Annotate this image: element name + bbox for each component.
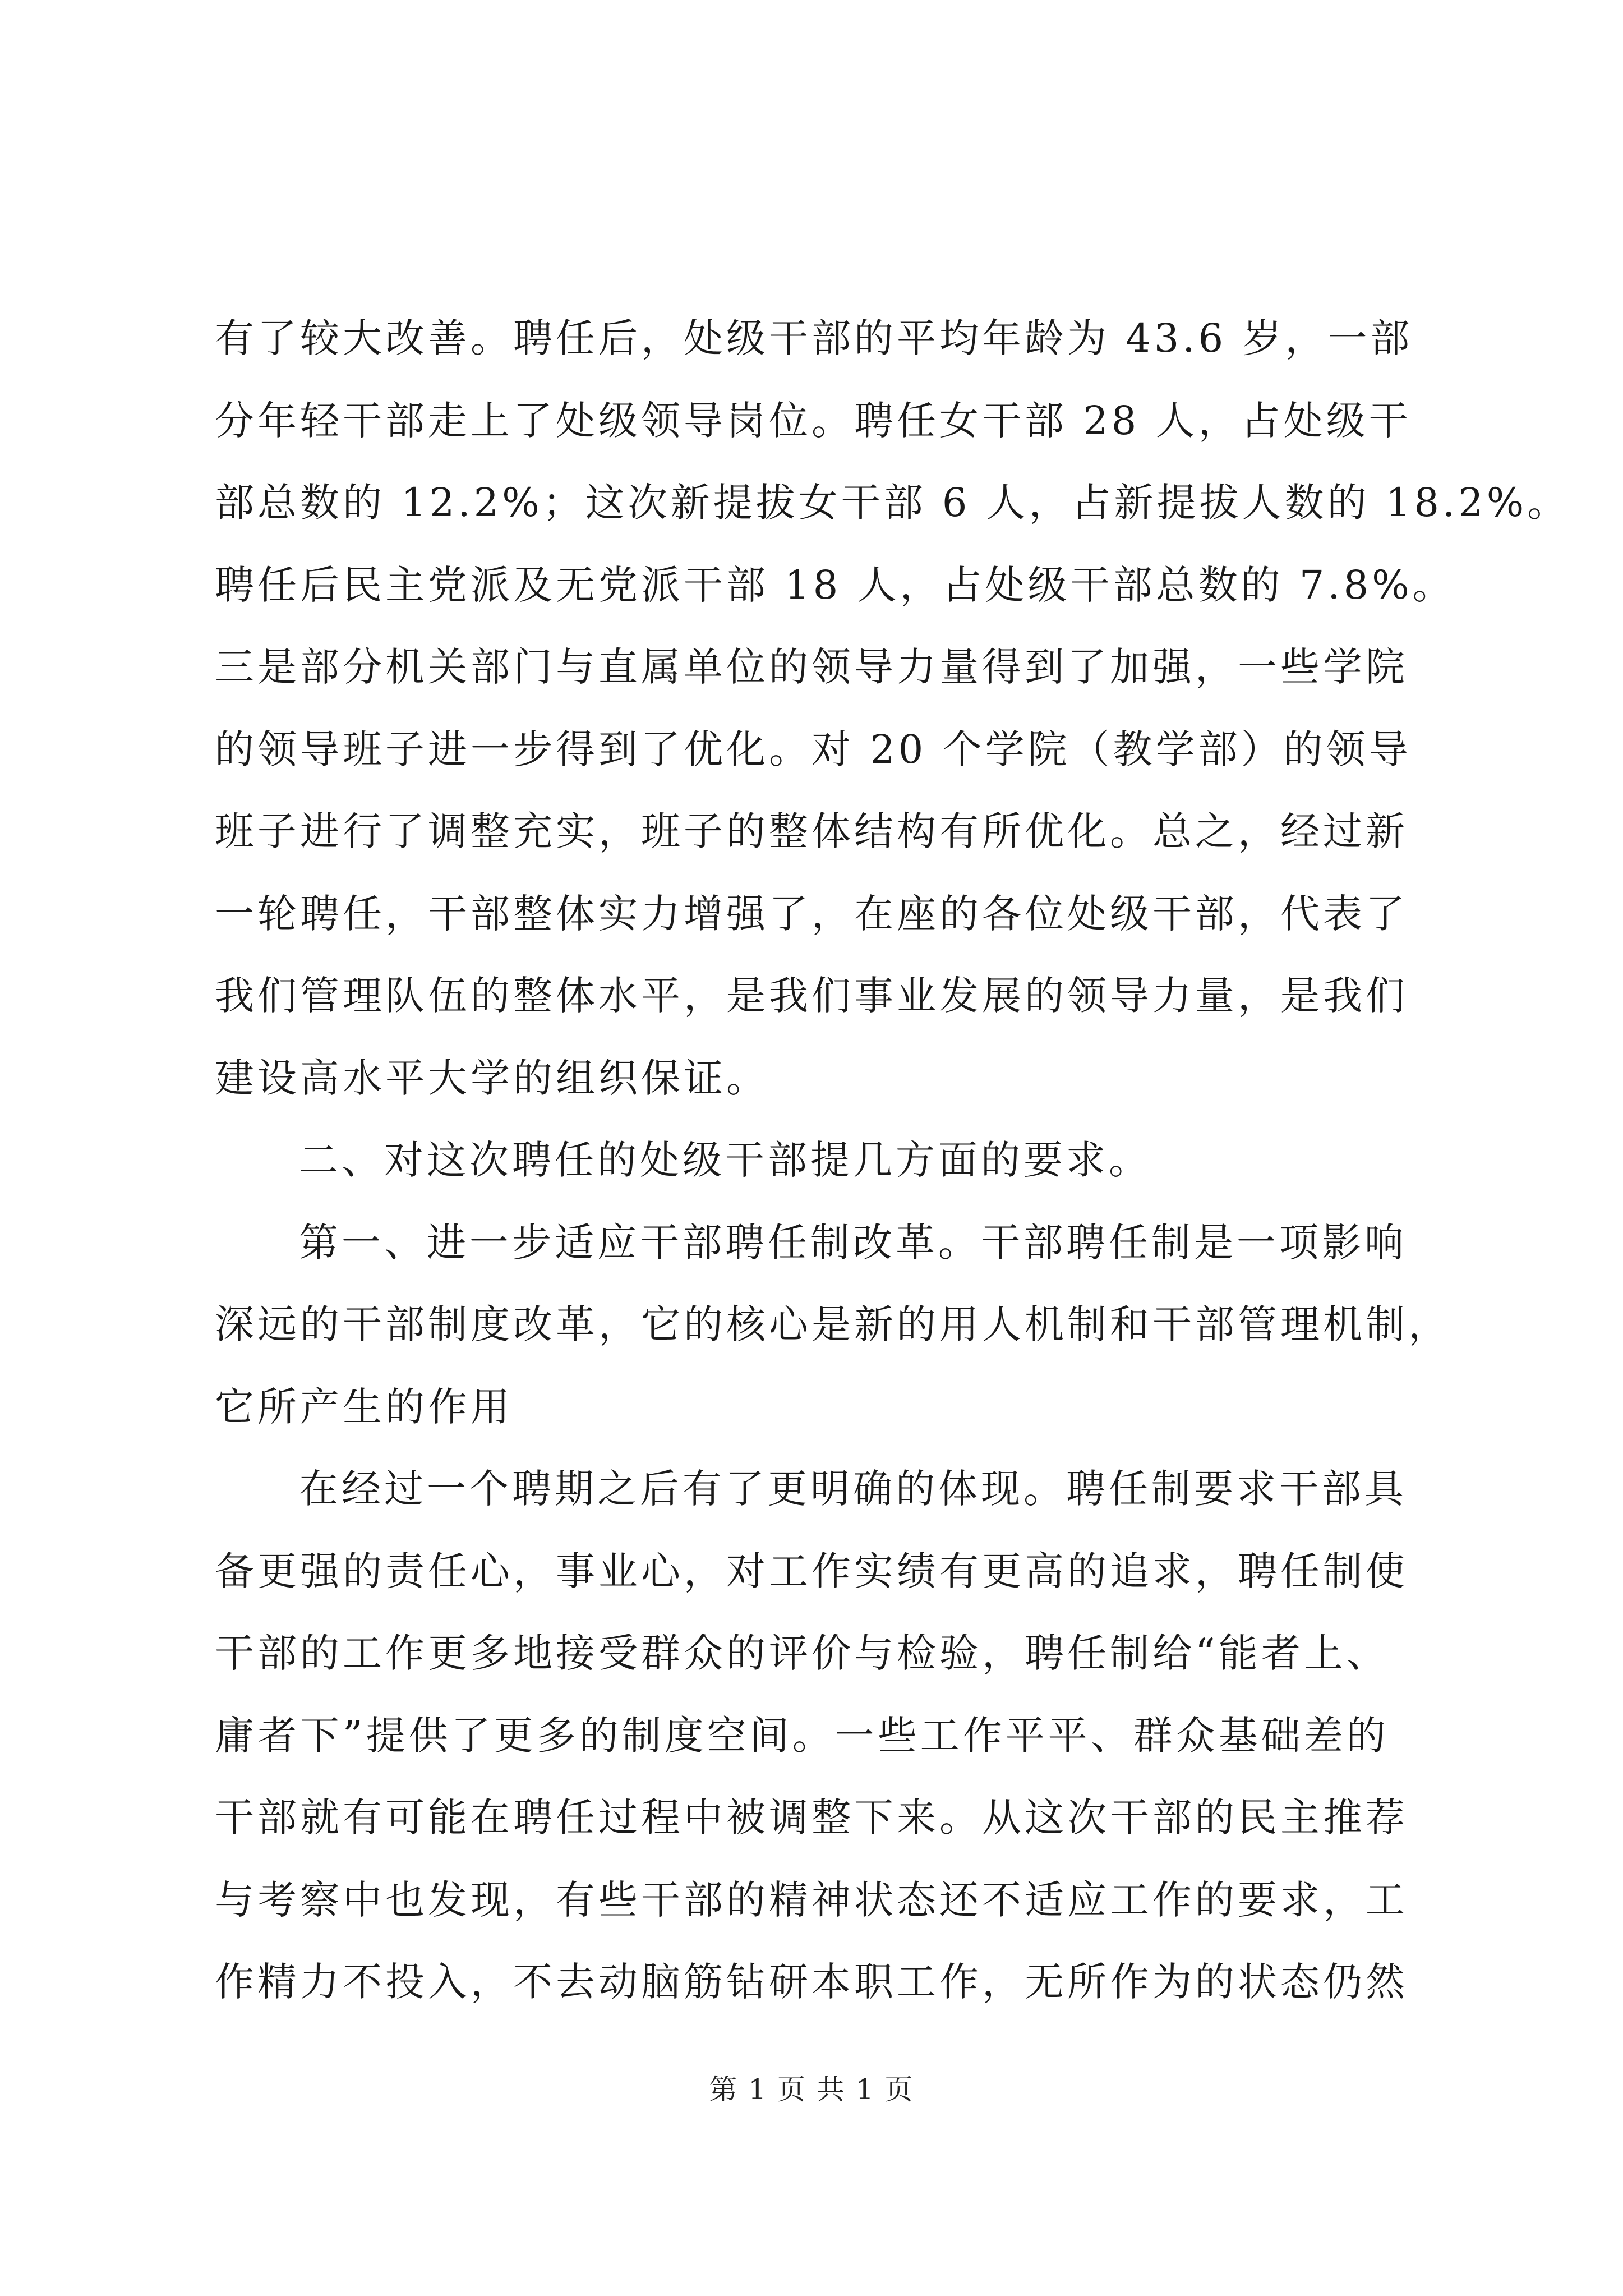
text-line: 深远的干部制度改革，它的核心是新的用人机制和干部管理机制， xyxy=(215,1301,1451,1347)
text-line: 一轮聘任，干部整体实力增强了，在座的各位处级干部，代表了 xyxy=(215,890,1408,937)
text-line: 与考察中也发现，有些干部的精神状态还不适应工作的要求，工 xyxy=(215,1876,1408,1923)
text-line: 三是部分机关部门与直属单位的领导力量得到了加强，一些学院 xyxy=(215,644,1408,690)
text-line: 我们管理队伍的整体水平，是我们事业发展的领导力量，是我们 xyxy=(215,973,1408,1019)
page-footer: 第 1 页 共 1 页 xyxy=(709,2073,914,2106)
text-line: 备更强的责任心，事业心，对工作实绩有更高的追求，聘任制使 xyxy=(215,1548,1408,1594)
text-line: 部总数的 12.2%；这次新提拔女干部 6 人，占新提拔人数的 18.2%。 xyxy=(215,480,1570,526)
text-line: 在经过一个聘期之后有了更明确的体现。聘任制要求干部具 xyxy=(299,1466,1407,1512)
text-line: 聘任后民主党派及无党派干部 18 人，占处级干部总数的 7.8%。 xyxy=(215,562,1455,608)
text-line: 作精力不投入，不去动脑筋钻研本职工作，无所作为的状态仍然 xyxy=(215,1959,1408,2005)
text-line: 庸者下”提供了更多的制度空间。一些工作平平、群众基础差的 xyxy=(215,1712,1389,1759)
text-line: 建设高水平大学的组织保证。 xyxy=(215,1055,769,1101)
text-line: 它所产生的作用 xyxy=(215,1383,513,1430)
text-line: 干部就有可能在聘任过程中被调整下来。从这次干部的民主推荐 xyxy=(215,1795,1408,1841)
text-line: 有了较大改善。聘任后，处级干部的平均年龄为 43.6 岁，一部 xyxy=(215,315,1413,361)
text-line: 分年轻干部走上了处级领导岗位。聘任女干部 28 人，占处级干 xyxy=(215,397,1412,444)
text-line: 班子进行了调整充实，班子的整体结构有所优化。总之，经过新 xyxy=(215,808,1408,854)
document-body xyxy=(215,297,1570,2023)
text-line: 第一、进一步适应干部聘任制改革。干部聘任制是一项影响 xyxy=(299,1219,1407,1266)
text-line: 的领导班子进一步得到了优化。对 20 个学院（教学部）的领导 xyxy=(215,726,1412,772)
text-line: 干部的工作更多地接受群众的评价与检验，聘任制给“能者上、 xyxy=(215,1630,1389,1676)
section-heading: 二、对这次聘任的处级干部提几方面的要求。 xyxy=(299,1137,1151,1183)
